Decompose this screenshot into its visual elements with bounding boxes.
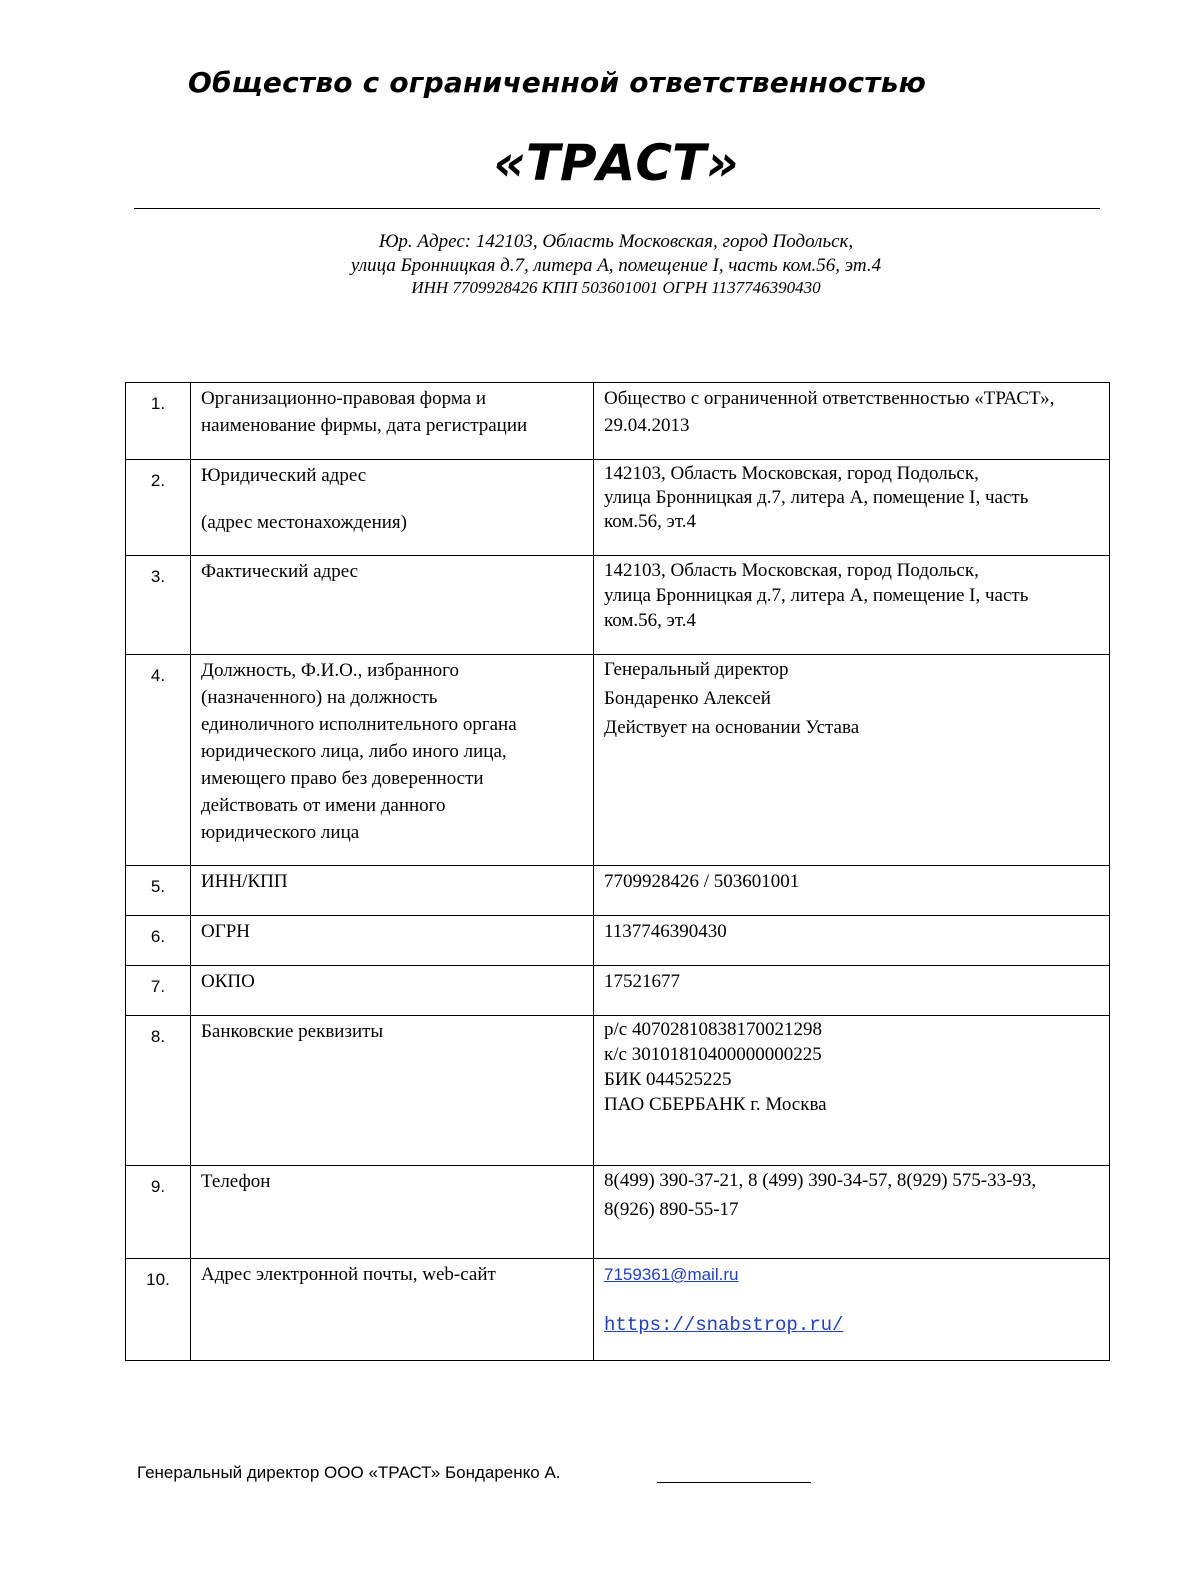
row-label: [191, 966, 594, 1016]
label-line: ОГРН: [201, 921, 250, 942]
value-line: 29.04.2013: [604, 415, 690, 436]
org-name-title: «ТРАСТ»: [493, 134, 739, 192]
row-label: [191, 916, 594, 966]
label-line: ОКПО: [201, 971, 255, 992]
table-row: [126, 556, 1110, 655]
row-number: 5.: [126, 866, 191, 916]
row-value: [594, 966, 1110, 1016]
value-line: 142103, Область Московская, город Подольск,: [604, 463, 979, 484]
row-label: [191, 460, 594, 556]
value-line: 1137746390430: [604, 921, 727, 942]
value-line: Генеральный директор: [604, 659, 789, 680]
row-number: 1.: [126, 383, 191, 460]
legal-address-line: Юр. Адрес: 142103, Область Московская, город Подольск,: [378, 231, 854, 252]
label-line: Банковские реквизиты: [201, 1021, 384, 1042]
row-number: 9.: [126, 1166, 191, 1259]
row-number: 8.: [126, 1016, 191, 1166]
label-spacer: [201, 489, 585, 509]
value-line: 17521677: [604, 971, 680, 992]
label-line: (назначенного) на должность: [201, 687, 438, 708]
value-line: Общество с ограниченной ответственностью «ТРАСТ»,: [604, 388, 1055, 409]
legal-address-line: улица Бронницкая д.7, литера А, помещение I, часть ком.56, эт.4: [350, 255, 882, 276]
value-line: улица Бронницкая д.7, литера А, помещение I, часть: [604, 585, 1029, 606]
row-label: [191, 866, 594, 916]
label-line: Должность, Ф.И.О., избранного: [201, 660, 459, 681]
email-link[interactable]: 7159361@mail.ru: [604, 1265, 739, 1284]
row-value: [594, 1166, 1110, 1259]
row-label: [191, 383, 594, 460]
table-row: [126, 460, 1110, 556]
value-line: ПАО СБЕРБАНК г. Москва: [604, 1094, 827, 1115]
table-row: [126, 866, 1110, 916]
value-line: 7709928426 / 503601001: [604, 871, 800, 892]
value-line: [604, 1261, 1101, 1288]
label-line: юридического лица: [201, 822, 360, 843]
value-line: 142103, Область Московская, город Подольск,: [604, 560, 979, 581]
value-line: к/с 30101810400000000225: [604, 1044, 822, 1065]
signature-line: [657, 1482, 811, 1483]
label-line: (адрес местонахождения): [201, 512, 407, 533]
value-line: р/с 40702810838170021298: [604, 1019, 822, 1040]
row-number: 3.: [126, 556, 191, 655]
row-value: [594, 1259, 1110, 1361]
table-row: [126, 916, 1110, 966]
table-row: [126, 1016, 1110, 1166]
row-number: 6.: [126, 916, 191, 966]
label-line: Организационно-правовая форма и: [201, 388, 487, 409]
table-row: [126, 966, 1110, 1016]
row-number: 10.: [126, 1259, 191, 1361]
value-line: Бондаренко Алексей: [604, 688, 771, 709]
header-divider: [134, 208, 1100, 209]
row-label: [191, 1016, 594, 1166]
label-line: ИНН/КПП: [201, 871, 288, 892]
value-line: [604, 1311, 1101, 1339]
row-number: 2.: [126, 460, 191, 556]
value-line: ком.56, эт.4: [604, 511, 696, 532]
label-line: Юридический адрес: [201, 465, 367, 486]
table-row: [126, 1166, 1110, 1259]
row-value: [594, 460, 1110, 556]
company-details-table: [125, 382, 1110, 1361]
row-number: 7.: [126, 966, 191, 1016]
value-line: улица Бронницкая д.7, литера А, помещение I, часть: [604, 487, 1029, 508]
table-row: [126, 655, 1110, 866]
label-line: Телефон: [201, 1171, 271, 1192]
row-value: [594, 866, 1110, 916]
row-label: [191, 655, 594, 866]
org-type-title: Общество с ограниченной ответственностью: [188, 66, 927, 99]
label-line: единоличного исполнительного органа: [201, 714, 517, 735]
row-value: [594, 916, 1110, 966]
row-value: [594, 383, 1110, 460]
label-line: наименование фирмы, дата регистрации: [201, 415, 528, 436]
value-line: БИК 044525225: [604, 1069, 732, 1090]
label-line: Адрес электронной почты, web-сайт: [201, 1264, 496, 1285]
row-number: 4.: [126, 655, 191, 866]
label-line: Фактический адрес: [201, 561, 359, 582]
registration-codes-line: ИНН 7709928426 КПП 503601001 ОГРН 1137746390430: [411, 278, 821, 297]
table-row: [126, 383, 1110, 460]
row-label: [191, 1259, 594, 1361]
value-line: Действует на основании Устава: [604, 717, 860, 738]
value-line: 8(499) 390-37-21, 8 (499) 390-34-57, 8(929) 575-33-93,: [604, 1170, 1037, 1191]
row-value: [594, 655, 1110, 866]
value-line: 8(926) 890-55-17: [604, 1199, 739, 1220]
label-line: имеющего право без доверенности: [201, 768, 484, 789]
row-value: [594, 1016, 1110, 1166]
value-spacer: [604, 1288, 1101, 1311]
row-value: [594, 556, 1110, 655]
website-link[interactable]: https://snabstrop.ru/: [604, 1314, 844, 1336]
label-line: действовать от имени данного: [201, 795, 446, 816]
row-label: [191, 556, 594, 655]
signature-caption: Генеральный директор ООО «ТРАСТ» Бондаренко А.: [137, 1463, 561, 1482]
row-label: [191, 1166, 594, 1259]
table-row: [126, 1259, 1110, 1361]
value-line: ком.56, эт.4: [604, 610, 696, 631]
label-line: юридического лица, либо иного лица,: [201, 741, 507, 762]
